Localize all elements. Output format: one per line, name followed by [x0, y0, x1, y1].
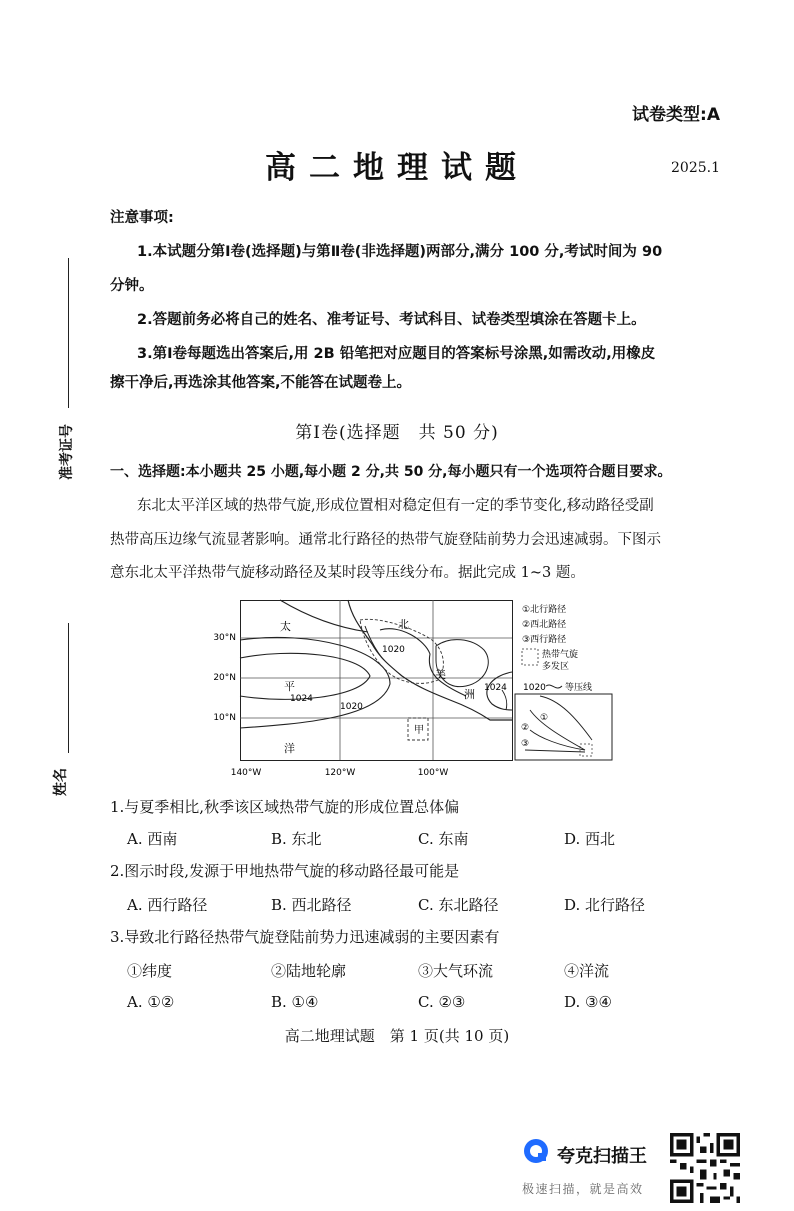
legend-zone-line1: 热带气旋 — [542, 650, 579, 660]
inset-path-west — [525, 750, 585, 752]
q1-option-b[interactable]: B. 东北 — [271, 830, 322, 848]
legend-west: ③西行路径 — [522, 635, 567, 645]
isobar-outer — [280, 600, 368, 632]
cyclone-map — [213, 600, 613, 782]
q3-option-d[interactable]: D. ③④ — [564, 993, 612, 1011]
lon-label-120: 120°W — [324, 768, 356, 778]
lon-label-100: 100°W — [417, 768, 449, 778]
notice-item-3: 3.第Ⅰ卷每题选出答案后,用 2B 铅笔把对应题目的答案标号涂黑,如需改动,用橡皮 — [137, 346, 656, 362]
notice-heading: 注意事项: — [110, 210, 174, 226]
legend-isobar-label: 等压线 — [565, 683, 593, 693]
q3-option-a[interactable]: A. ①② — [127, 993, 175, 1011]
q3-factor-3: ③大气环流 — [418, 962, 494, 980]
q2-option-b[interactable]: B. 西北路径 — [271, 896, 352, 914]
question-2-stem: 2.图示时段,发源于甲地热带气旋的移动路径最可能是 — [110, 862, 460, 880]
section-intro: 一、选择题:本小题共 25 小题,每小题 2 分,共 50 分,每小题只有一个选项符合题目要求。 — [110, 464, 672, 480]
q1-option-c[interactable]: C. 东南 — [418, 830, 469, 848]
inset-num-3: ③ — [521, 739, 530, 749]
label-bei: 北 — [398, 618, 409, 631]
label-yang: 洋 — [284, 742, 295, 755]
notice-item-3-cont: 擦干净后,再选涂其他答案,不能答在试题卷上。 — [110, 375, 412, 391]
q2-option-a[interactable]: A. 西行路径 — [127, 896, 208, 914]
exam-id-line — [68, 258, 69, 408]
lat-label-30: 30°N — [213, 633, 236, 643]
isobar-label-1024-b: 1024 — [484, 683, 507, 693]
coastline — [348, 600, 512, 720]
q3-option-b[interactable]: B. ①④ — [271, 993, 319, 1011]
legend-northwest: ②西北路径 — [522, 620, 567, 630]
page-footer: 高二地理试题 第 1 页(共 10 页) — [284, 1027, 510, 1045]
page-title: 高二地理试题 — [265, 150, 529, 186]
notice-item-1-cont: 分钟。 — [110, 278, 154, 294]
legend-zone-swatch — [522, 649, 538, 665]
question-3-stem: 3.导致北行路径热带气旋登陆前势力迅速减弱的主要因素有 — [110, 928, 500, 946]
inset-zone — [580, 744, 592, 756]
notice-item-1: 1.本试题分第Ⅰ卷(选择题)与第Ⅱ卷(非选择题)两部分,满分 100 分,考试时间为 90 — [137, 244, 663, 260]
q3-factor-1: ①纬度 — [127, 962, 173, 980]
isobar-label-1024-a: 1024 — [290, 694, 313, 704]
question-1-stem: 1.与夏季相比,秋季该区域热带气旋的形成位置总体偏 — [110, 798, 460, 816]
inset-path-north — [530, 710, 585, 750]
q3-factor-4: ④洋流 — [564, 962, 610, 980]
inset-num-2: ② — [521, 723, 530, 733]
exam-id-label: 准考证号 — [59, 424, 75, 480]
yucatan-outline — [502, 690, 507, 710]
q2-option-d[interactable]: D. 北行路径 — [564, 896, 646, 914]
q3-factor-2: ②陆地轮廓 — [271, 962, 347, 980]
exam-date: 2025.1 — [671, 160, 720, 176]
passage-line-1: 东北太平洋区域的热带气旋,形成位置相对稳定但有一定的季节变化,移动路径受副 — [137, 498, 654, 514]
label-zhou: 洲 — [464, 688, 475, 701]
label-ping: 平 — [284, 680, 295, 693]
inset-path-northwest — [530, 730, 585, 750]
isobar-label-1020-b: 1020 — [340, 702, 363, 712]
label-tai: 太 — [280, 620, 291, 633]
passage-line-2: 热带高压边缘气流显著影响。通常北行路径的热带气旋登陆前势力会迅速减弱。下图示 — [110, 532, 661, 548]
isobar-1024-west — [240, 653, 370, 699]
passage-line-3: 意东北太平洋热带气旋移动路径及某时段等压线分布。据此完成 1~3 题。 — [110, 565, 585, 581]
label-jia: 甲 — [414, 725, 424, 736]
lat-label-20: 20°N — [213, 673, 236, 683]
qr-code-icon — [670, 1133, 740, 1203]
notice-item-2: 2.答题前务必将自己的姓名、准考证号、考试科目、试卷类型填涂在答题卡上。 — [137, 312, 646, 328]
legend-isobar-value: 1020 — [523, 683, 546, 693]
q1-option-d[interactable]: D. 西北 — [564, 830, 616, 848]
legend-zone-line2: 多发区 — [542, 662, 570, 672]
q2-option-c[interactable]: C. 东北路径 — [418, 896, 499, 914]
isobar-label-1020-a: 1020 — [382, 645, 405, 655]
baja-peninsula — [365, 626, 382, 658]
isobar-1020-west — [240, 637, 390, 728]
lat-label-10: 10°N — [213, 713, 236, 723]
quark-logo-icon — [522, 1137, 550, 1165]
legend-north: ①北行路径 — [522, 605, 567, 615]
section-title: 第Ⅰ卷(选择题 共 50 分) — [295, 423, 499, 443]
q1-option-a[interactable]: A. 西南 — [127, 830, 178, 848]
watermark-name: 夸克扫描王 — [557, 1146, 647, 1167]
paper-type: 试卷类型:A — [632, 105, 720, 125]
name-label: 姓名 — [53, 768, 69, 796]
watermark-slogan: 极速扫描，就是高效 — [522, 1182, 644, 1196]
q3-option-c[interactable]: C. ②③ — [418, 993, 466, 1011]
label-mei: 美 — [435, 668, 446, 681]
legend-isobar-line — [546, 685, 562, 688]
name-line — [68, 623, 69, 753]
lon-label-140: 140°W — [230, 768, 262, 778]
inset-num-1: ① — [540, 713, 549, 723]
